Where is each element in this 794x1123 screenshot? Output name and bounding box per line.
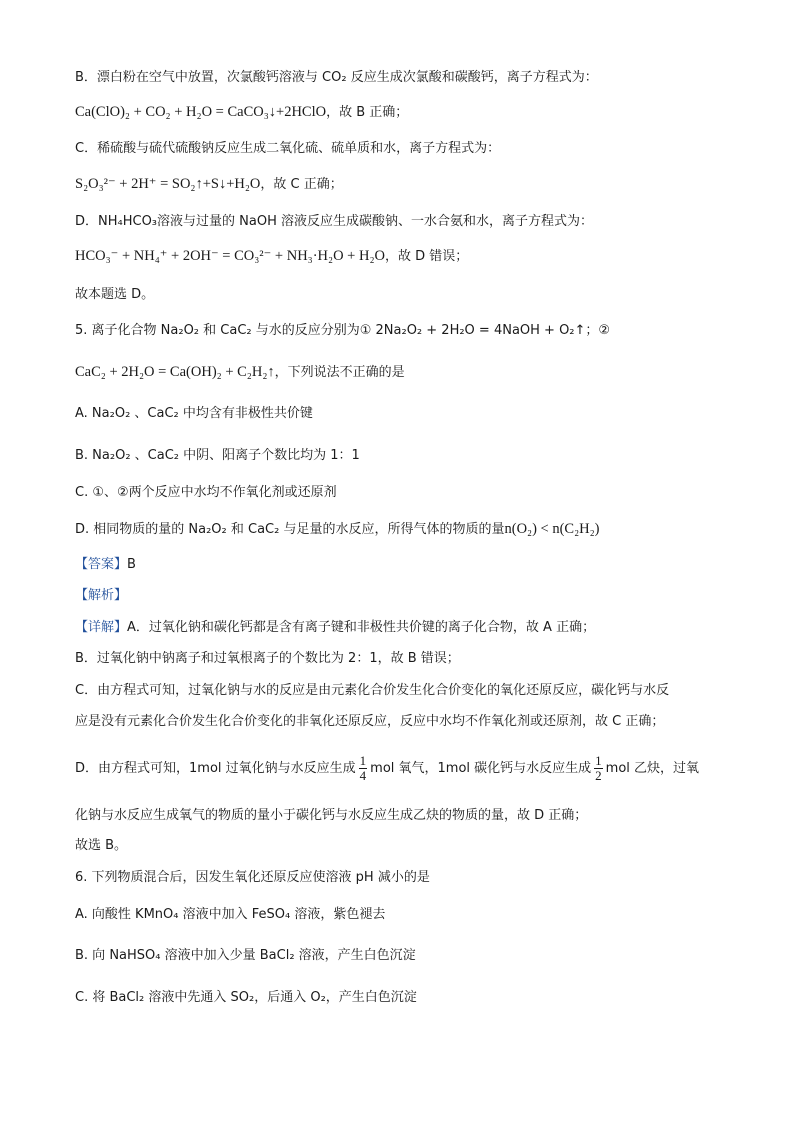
q6-option-a: A. 向酸性 KMnO₄ 溶液中加入 FeSO₄ 溶液，紫色褪去	[75, 907, 386, 922]
equation: S₂O₃²⁻ + 2H⁺ = SO₂↑+S↓+H₂O	[75, 176, 261, 192]
detail-c-line2: 应是没有元素化合价发生化合价变化的非氧化还原反应，反应中水均不作氧化剂或还原剂，故 C 正确；	[75, 714, 665, 729]
line-b-text: B．漂白粉在空气中放置，次氯酸钙溶液与 CO₂ 反应生成次氯酸和碳酸钙，离子方程式为：	[75, 70, 598, 85]
analysis-label: 【解析】	[75, 588, 128, 603]
fraction-quarter	[359, 754, 368, 783]
fraction-numerator: 1	[595, 753, 602, 768]
line-c-text: C．稀硫酸与硫代硫酸钠反应生成二氧化硫、硫单质和水，离子方程式为：	[75, 141, 501, 156]
stem-tail: ，下列说法不正确的是	[274, 365, 405, 380]
answer-value: B	[127, 557, 136, 572]
equation-tail: ，故 D 错误；	[384, 249, 469, 264]
detail-d-part1: D．由方程式可知，1mol 过氧化钠与水反应生成	[75, 761, 356, 776]
q5-option-a: A. Na₂O₂ 、CaC₂ 中均含有非极性共价键	[75, 406, 313, 421]
line-b-equation	[75, 102, 408, 123]
detail-d-part3: mol 乙炔，过氧	[605, 761, 700, 776]
equation-tail: ，故 B 正确；	[326, 105, 409, 120]
choose-b: 故选 B。	[75, 838, 128, 853]
line-d-equation	[75, 246, 468, 267]
q6-option-c: C. 将 BaCl₂ 溶液中先通入 SO₂，后通入 O₂，产生白色沉淀	[75, 990, 417, 1005]
q5-stem-line1: 5. 离子化合物 Na₂O₂ 和 CaC₂ 与水的反应分别为① 2Na₂O₂ + 2H₂O = 4NaOH + O₂↑；②	[75, 323, 611, 338]
equation: Ca(ClO)₂ + CO₂ + H₂O = CaCO₃↓+2HClO	[75, 104, 327, 120]
q5-option-d	[75, 519, 600, 540]
detail-b: B．过氧化钠中钠离子和过氧根离子的个数比为 2：1，故 B 错误；	[75, 651, 460, 666]
detail-c-line1: C．由方程式可知，过氧化钠与水的反应是由元素化合价发生化合价变化的氧化还原反应，碳化钙与水反	[75, 683, 670, 698]
fraction-denominator: 2	[595, 768, 602, 783]
detail-d-line2: 化钠与水反应生成氧气的物质的量小于碳化钙与水反应生成乙炔的物质的量，故 D 正确；	[75, 808, 588, 823]
line-choose-d: 故本题选 D。	[75, 287, 155, 302]
answer-label: 【答案】	[75, 557, 128, 572]
q5-option-b: B. Na₂O₂ 、CaC₂ 中阴、阳离子个数比均为 1：1	[75, 448, 360, 463]
equation-tail: ，故 C 正确；	[260, 177, 343, 192]
answer-line	[75, 555, 136, 575]
option-d-text: D. 相同物质的量的 Na₂O₂ 和 CaC₂ 与足量的水反应，所得气体的物质的量	[75, 522, 505, 537]
detail-d-part2: mol 氧气，1mol 碳化钙与水反应生成	[370, 761, 592, 776]
q5-stem-line2	[75, 362, 405, 383]
equation: HCO₃⁻ + NH₄⁺ + 2OH⁻ = CO₃²⁻ + NH₃·H₂O + H₂O	[75, 248, 385, 264]
detail-d-line1	[75, 752, 699, 786]
q6-stem: 6. 下列物质混合后，因发生氧化还原反应使溶液 pH 减小的是	[75, 870, 430, 885]
q6-option-b: B. 向 NaHSO₄ 溶液中加入少量 BaCl₂ 溶液，产生白色沉淀	[75, 948, 416, 963]
line-d-text: D．NH₄HCO₃溶液与过量的 NaOH 溶液反应生成碳酸钠、一水合氨和水，离子方程式为：	[75, 214, 593, 229]
fraction-numerator: 1	[359, 753, 367, 768]
q5-option-c: C. ①、②两个反应中水均不作氧化剂或还原剂	[75, 485, 337, 500]
equation: CaC₂ + 2H₂O = Ca(OH)₂ + C₂H₂↑	[75, 364, 275, 380]
option-d-math: n(O₂) < n(C₂H₂)	[504, 521, 600, 537]
fraction-half	[594, 754, 603, 783]
detail-label: 【详解】	[75, 620, 128, 635]
line-c-equation	[75, 174, 343, 195]
detail-a-text: A．过氧化钠和碳化钙都是含有离子键和非极性共价键的离子化合物，故 A 正确；	[127, 620, 596, 635]
fraction-denominator: 4	[359, 768, 367, 783]
detail-a	[75, 618, 595, 638]
